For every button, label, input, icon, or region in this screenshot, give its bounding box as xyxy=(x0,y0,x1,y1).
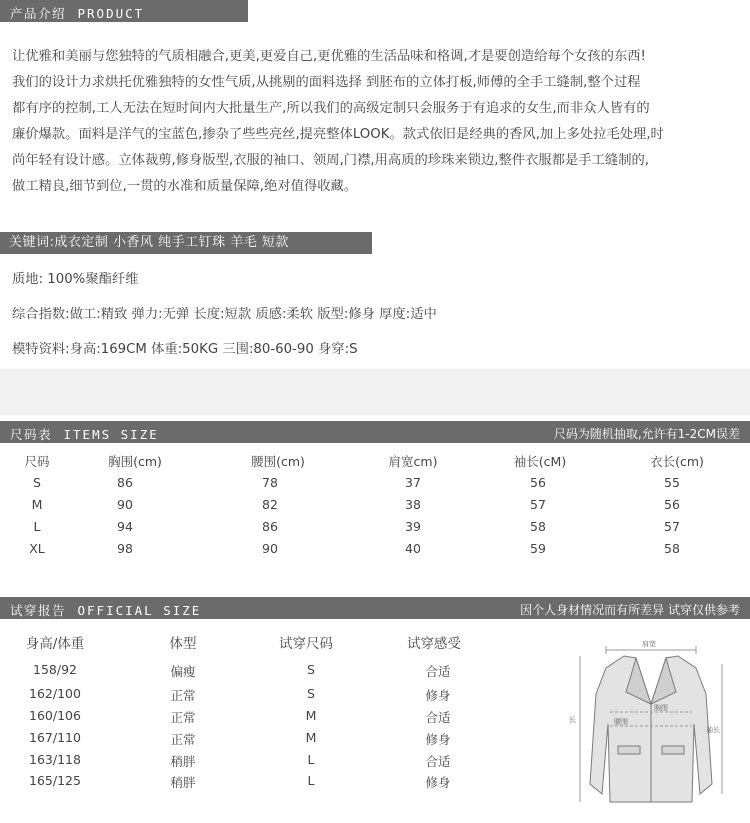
product-info-title-cn: 产品介绍 xyxy=(10,6,67,21)
size-cell: L xyxy=(33,519,41,534)
diagram-label-chest: 胸围 xyxy=(654,704,668,712)
size-cell: 90 xyxy=(117,497,133,512)
size-cell: 39 xyxy=(405,519,421,534)
trial-col-header: 试穿尺码 xyxy=(279,636,333,652)
trial-cell: 正常 xyxy=(170,710,196,725)
jacket-diagram xyxy=(566,634,736,810)
intro-line: 尚年轻有设计感。立体裁剪,修身版型,衣服的袖口、领周,门襟,用高质的珍珠来锁边,整件衣服都是手工缝制的, xyxy=(12,153,650,168)
intro-line: 我们的设计力求烘托优雅独特的女性气质,从挑剔的面料选择 到胚布的立体打板,师傅的全手工缝制,整个过程 xyxy=(12,75,641,90)
trial-cell: 167/110 xyxy=(29,730,81,745)
trial-report-header xyxy=(0,597,750,619)
size-col-header: 胸围(cm) xyxy=(108,454,162,469)
trial-cell: 正常 xyxy=(170,688,196,703)
diagram-label-sleeve: 袖长 xyxy=(706,726,720,734)
intro-line: 都有序的控制,工人无法在短时间内大批量生产,所以我们的高级定制只会服务于有追求的女生,而非众人皆有的 xyxy=(12,101,650,116)
keywords-bar: 关键词:成衣定制 小香风 纯手工钉珠 羊毛 短款 xyxy=(0,232,372,254)
intro-text xyxy=(12,44,740,200)
diagram-label-length: 长 xyxy=(569,716,576,724)
intro-line: 让优雅和美丽与您独特的气质相融合,更美,更爱自己,更优雅的生活品味和格调,才是要创造给每个女孩的东西! xyxy=(12,49,646,64)
size-cell: 78 xyxy=(262,475,278,490)
trial-cell: 165/125 xyxy=(29,773,81,788)
size-cell: 86 xyxy=(117,475,133,490)
size-table-title-cn: 尺码表 xyxy=(10,427,53,442)
trial-cell: 修身 xyxy=(425,732,451,747)
size-cell: 57 xyxy=(664,519,680,534)
trial-cell: 160/106 xyxy=(29,708,81,723)
trial-col-header: 体型 xyxy=(169,636,197,652)
size-cell: 86 xyxy=(262,519,278,534)
material-line: 质地: 100%聚酯纤维 xyxy=(12,272,139,287)
diagram-label-shoulder: 肩宽 xyxy=(642,640,656,648)
trial-cell: 稍胖 xyxy=(170,754,196,769)
size-cell: 56 xyxy=(664,497,680,512)
model-line: 模特资料:身高:169CM 体重:50KG 三围:80-60-90 身穿:S xyxy=(12,342,358,357)
trial-report-title-cn: 试穿报告 xyxy=(10,603,67,618)
trial-cell: 合适 xyxy=(425,664,451,679)
trial-col-header: 身高/体重 xyxy=(25,636,85,652)
size-cell: 56 xyxy=(530,475,546,490)
product-info-title-en: PRODUCT INFORMATION xyxy=(10,6,145,37)
size-cell: M xyxy=(31,497,43,512)
size-col-header: 袖长(cM) xyxy=(513,454,567,469)
trial-cell: 稍胖 xyxy=(170,775,196,790)
size-cell: 57 xyxy=(530,497,546,512)
trial-cell: 修身 xyxy=(425,775,451,790)
size-cell: 55 xyxy=(664,475,680,490)
trial-cell: M xyxy=(305,730,317,745)
size-cell: 98 xyxy=(117,541,133,556)
size-col-header: 肩宽cm) xyxy=(388,454,438,469)
size-col-header: 腰围(cm) xyxy=(251,454,305,469)
diagram-label-waist: 腰围 xyxy=(614,718,628,726)
size-table-title-en: ITEMS SIZE xyxy=(63,427,159,442)
trial-cell: 修身 xyxy=(425,688,451,703)
intro-line: 廉价爆款。面料是洋气的宝蓝色,掺杂了些些亮丝,提亮整体LOOK。款式依旧是经典的香风,加上多处拉毛处理,时 xyxy=(12,127,664,142)
size-table-note: 尺码为随机抽取,允许有1-2CM误差 xyxy=(553,427,740,441)
size-cell: 59 xyxy=(530,541,546,556)
size-cell: 94 xyxy=(117,519,133,534)
section-divider xyxy=(0,369,750,415)
size-cell: 90 xyxy=(262,541,278,556)
size-cell: S xyxy=(33,475,41,490)
trial-cell: M xyxy=(305,708,317,723)
trial-cell: L xyxy=(307,752,315,767)
size-cell: 37 xyxy=(405,475,421,490)
trial-cell: 163/118 xyxy=(29,752,81,767)
size-cell: 40 xyxy=(405,541,421,556)
size-table-header xyxy=(0,421,750,443)
size-col-header: 衣长(cm) xyxy=(650,454,704,469)
trial-report-title-en: OFFICIAL SIZE xyxy=(77,603,202,618)
trial-cell: 合适 xyxy=(425,754,451,769)
trial-cell: 158/92 xyxy=(33,662,77,677)
trial-cell: S xyxy=(307,686,315,701)
trial-col-header: 试穿感受 xyxy=(407,636,461,652)
size-cell: 82 xyxy=(262,497,278,512)
indices-line: 综合指数:做工:精致 弹力:无弹 长度:短款 质感:柔软 版型:修身 厚度:适中 xyxy=(12,307,437,322)
size-cell: 38 xyxy=(405,497,421,512)
trial-cell: 162/100 xyxy=(29,686,81,701)
product-info-header xyxy=(0,0,248,37)
intro-line: 做工精良,细节到位,一贯的水准和质量保障,绝对值得收藏。 xyxy=(12,179,358,194)
trial-cell: S xyxy=(307,662,315,677)
trial-cell: L xyxy=(307,773,315,788)
size-cell: 58 xyxy=(664,541,680,556)
trial-cell: 合适 xyxy=(425,710,451,725)
size-col-header: 尺码 xyxy=(24,454,50,469)
trial-report-note: 因个人身材情况而有所差异 试穿仅供参考 xyxy=(520,603,740,617)
size-cell: 58 xyxy=(530,519,546,534)
trial-cell: 偏瘦 xyxy=(170,664,196,679)
trial-cell: 正常 xyxy=(170,732,196,747)
size-cell: XL xyxy=(29,541,45,556)
